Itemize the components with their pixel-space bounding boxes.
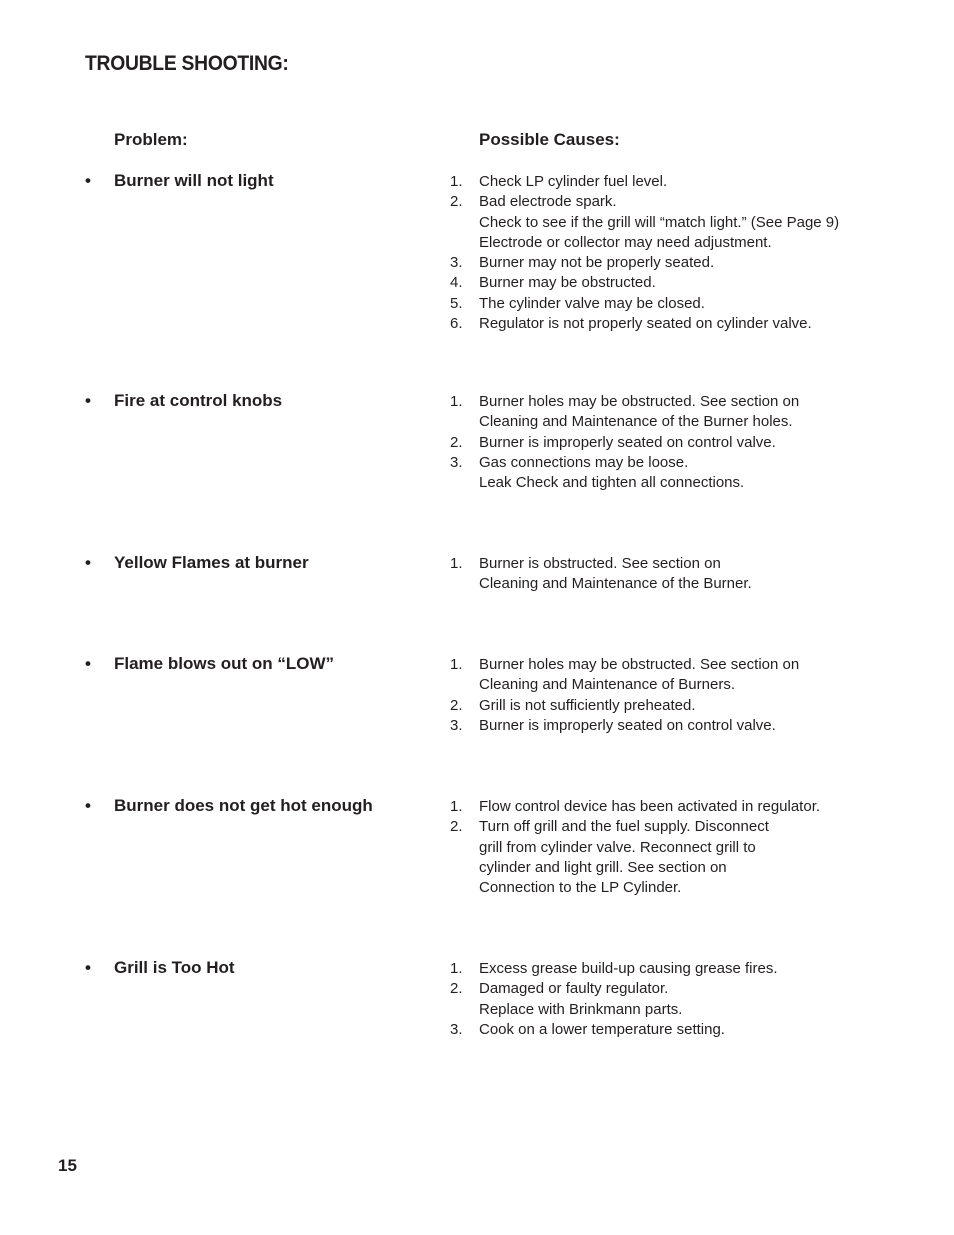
cause-number: 3.	[450, 716, 463, 734]
cause-number: 1.	[450, 555, 463, 572]
cause-item	[448, 817, 820, 898]
causes-list	[448, 172, 839, 334]
page-title: TROUBLE SHOOTING:	[85, 52, 289, 75]
cause-text: Excess grease build-up causing grease fires.	[479, 960, 778, 977]
problem-text: Fire at control knobs	[114, 391, 283, 410]
cause-text: grill from cylinder valve. Reconnect grill to	[479, 838, 756, 856]
cause-text: Grill is not sufficiently preheated.	[479, 696, 696, 714]
causes-list	[448, 797, 820, 898]
causes-list	[448, 655, 799, 736]
problem-text: Flame blows out on “LOW”	[114, 654, 335, 673]
cause-text: Check LP cylinder fuel level.	[479, 173, 668, 190]
cause-text: Burner holes may be obstructed. See section on	[479, 393, 800, 410]
cause-item	[448, 192, 839, 253]
bullet-icon: •	[85, 171, 91, 190]
cause-text: Cleaning and Maintenance of the Burner holes.	[479, 413, 793, 431]
cause-text: Burner is obstructed. See section on	[479, 555, 721, 572]
cause-item	[448, 716, 799, 736]
cause-text: Flow control device has been activated in regulator.	[479, 798, 821, 815]
cause-text: Cleaning and Maintenance of the Burner.	[479, 575, 752, 593]
problem-item	[85, 654, 334, 674]
cause-text: Burner may not be properly seated.	[479, 254, 715, 272]
cause-text: cylinder and light grill. See section on	[479, 858, 727, 876]
cause-text: Cook on a lower temperature setting.	[479, 1020, 725, 1038]
bullet-icon: •	[85, 553, 91, 572]
cause-item	[448, 314, 839, 334]
causes-column-header: Possible Causes:	[479, 130, 620, 149]
cause-item	[448, 433, 799, 453]
cause-number: 1.	[450, 393, 463, 410]
cause-text: Bad electrode spark.	[479, 193, 617, 211]
cause-item	[448, 1020, 778, 1040]
causes-list	[448, 392, 799, 493]
bullet-icon: •	[85, 391, 91, 410]
cause-text: Regulator is not properly seated on cylinder valve.	[479, 315, 812, 333]
cause-number: 5.	[450, 294, 463, 312]
problem-text: Burner does not get hot enough	[114, 796, 373, 815]
cause-text: Leak Check and tighten all connections.	[479, 474, 745, 492]
cause-item	[448, 696, 799, 716]
cause-text: Check to see if the grill will “match light.” (See Page 9)	[479, 213, 840, 231]
cause-number: 1.	[450, 960, 463, 977]
cause-number: 3.	[450, 254, 463, 272]
cause-text: Burner holes may be obstructed. See section on	[479, 656, 800, 673]
page-number: 15	[58, 1156, 77, 1175]
cause-number: 1.	[450, 173, 463, 190]
cause-item	[448, 253, 839, 273]
cause-text: Cleaning and Maintenance of Burners.	[479, 676, 735, 694]
cause-number: 2.	[450, 818, 463, 836]
problem-column-header: Problem:	[114, 130, 188, 149]
cause-number: 1.	[450, 656, 463, 673]
cause-number: 3.	[450, 1020, 463, 1038]
cause-item	[448, 979, 778, 1020]
cause-item	[448, 294, 839, 314]
cause-number: 2.	[450, 193, 463, 211]
bullet-icon: •	[85, 796, 91, 815]
cause-number: 2.	[450, 696, 463, 714]
cause-item	[448, 453, 799, 494]
problem-text: Grill is Too Hot	[114, 958, 235, 977]
cause-text: Replace with Brinkmann parts.	[479, 1000, 683, 1018]
problem-item	[85, 553, 309, 573]
bullet-icon: •	[85, 654, 91, 673]
cause-item	[448, 655, 799, 696]
cause-item	[448, 273, 839, 293]
problem-item	[85, 171, 274, 191]
cause-text: Gas connections may be loose.	[479, 453, 689, 471]
cause-number: 6.	[450, 315, 463, 333]
problem-text: Yellow Flames at burner	[114, 553, 309, 572]
cause-number: 3.	[450, 453, 463, 471]
cause-item	[448, 554, 752, 595]
problem-text: Burner will not light	[114, 171, 274, 190]
cause-text: Burner may be obstructed.	[479, 274, 656, 292]
cause-item	[448, 797, 820, 817]
cause-item	[448, 959, 778, 979]
problem-item	[85, 958, 235, 978]
cause-number: 2.	[450, 980, 463, 998]
cause-text: Turn off grill and the fuel supply. Disconnect	[479, 818, 769, 836]
cause-text: Electrode or collector may need adjustment.	[479, 233, 772, 251]
problem-item	[85, 391, 282, 411]
cause-number: 1.	[450, 798, 463, 815]
cause-text: Burner is improperly seated on control valve.	[479, 433, 776, 451]
cause-text: Burner is improperly seated on control valve.	[479, 716, 776, 734]
cause-text: The cylinder valve may be closed.	[479, 294, 705, 312]
cause-text: Damaged or faulty regulator.	[479, 980, 669, 998]
causes-list	[448, 554, 752, 595]
cause-number: 4.	[450, 274, 463, 292]
cause-item	[448, 172, 839, 192]
cause-item	[448, 392, 799, 433]
bullet-icon: •	[85, 958, 91, 977]
cause-number: 2.	[450, 433, 463, 451]
causes-list	[448, 959, 778, 1040]
cause-text: Connection to the LP Cylinder.	[479, 879, 682, 897]
problem-item	[85, 796, 373, 816]
